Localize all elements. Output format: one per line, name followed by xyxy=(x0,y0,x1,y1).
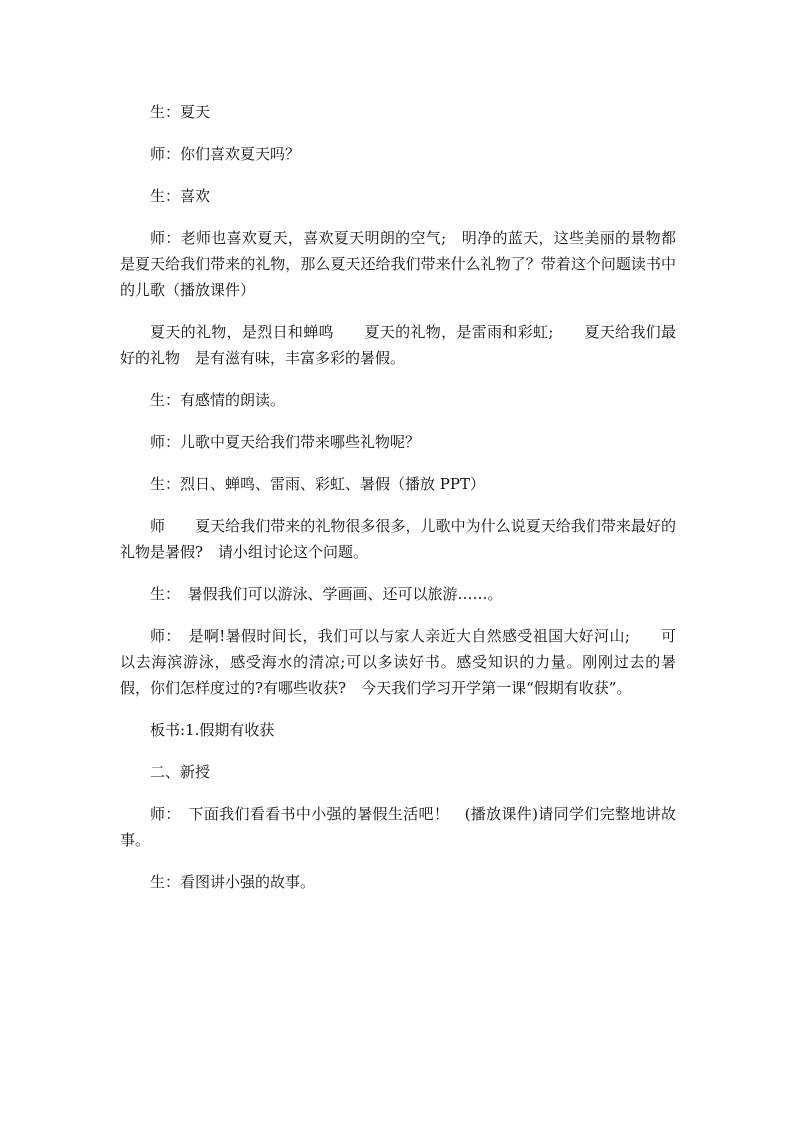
dialogue-student-vacation: 生： 暑假我们可以游泳、学画画、还可以旅游……。 xyxy=(150,585,503,603)
blackboard-title: 板书:1.假期有收获 xyxy=(150,721,275,739)
dialogue-student-story: 生：看图讲小强的故事。 xyxy=(150,873,316,891)
document-body xyxy=(120,99,676,911)
dialogue-teacher-summary: 师： 是啊!暑假时间长，我们可以与家人亲近大自然感受祖国大好河山; 可以去海滨游泳，感受海水的清凉;可以多读好书。感受知识的力量。刚刚过去的暑假，你们怎样度过的?有哪些收获? 今天我们学习开学第一课“假期有收获”。 xyxy=(120,627,676,697)
dialogue-teacher-intro: 师：老师也喜欢夏天，喜欢夏天明朗的空气; 明净的蓝天，这些美丽的景物都是夏天给我们带来的礼物，那么夏天还给我们带来什么礼物了？带着这个问题读书中的儿歌（播放课件） xyxy=(120,229,676,299)
section-heading-new-lesson: 二、新授 xyxy=(150,763,211,781)
nursery-rhyme: 夏天的礼物，是烈日和蝉鸣 夏天的礼物，是雷雨和彩虹; 夏天给我们最好的礼物 是有滋有味，丰富多彩的暑假。 xyxy=(120,323,676,367)
dialogue-student-summer: 生：夏天 xyxy=(150,103,211,121)
dialogue-student-reading: 生：有感情的朗读。 xyxy=(150,391,286,409)
dialogue-teacher-question: 师：你们喜欢夏天吗？ xyxy=(150,145,301,163)
dialogue-student-gifts: 生：烈日、蝉鸣、雷雨、彩虹、暑假（播放 PPT） xyxy=(150,475,485,493)
dialogue-teacher-gifts-question: 师：儿歌中夏天给我们带来哪些礼物呢？ xyxy=(150,433,421,451)
dialogue-student-like: 生：喜欢 xyxy=(150,187,211,205)
dialogue-teacher-discussion: 师 夏天给我们带来的礼物很多很多，儿歌中为什么说夏天给我们带来最好的礼物是暑假? 请小组讨论这个问题。 xyxy=(120,517,676,561)
dialogue-teacher-story: 师： 下面我们看看书中小强的暑假生活吧！ (播放课件)请同学们完整地讲故事。 xyxy=(120,805,676,849)
